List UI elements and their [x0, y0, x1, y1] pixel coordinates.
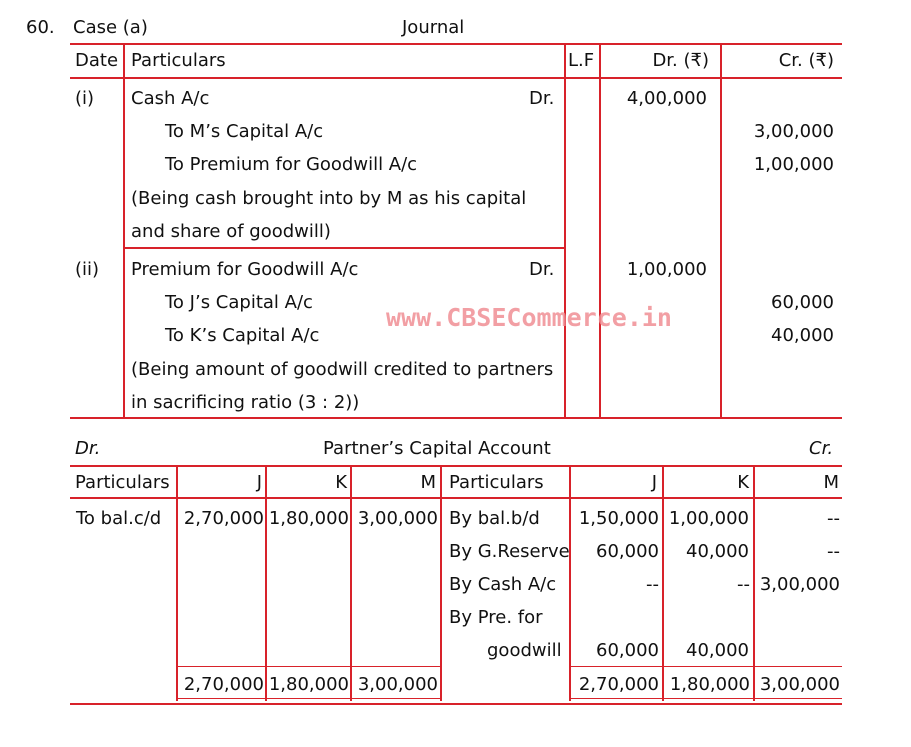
credit-amount: 3,00,000 [753, 121, 834, 142]
ledger-header-rule [70, 497, 842, 499]
credit-amount: 1,00,000 [753, 154, 834, 175]
ledger-m: 3,00,000 [357, 508, 438, 529]
credit-account: To Premium for Goodwill A/c [165, 154, 418, 175]
ledger-particulars: To bal.c/d [76, 508, 162, 529]
ledger-header-m: M [420, 472, 436, 493]
ledger-total-m: 3,00,000 [357, 674, 438, 695]
dr-marker: Dr. [529, 259, 555, 280]
credit-account: To J’s Capital A/c [165, 292, 313, 313]
ledger-m: -- [827, 541, 840, 562]
narration-line: (Being amount of goodwill credited to partners [131, 359, 554, 380]
narration-line: (Being cash brought into by M as his capital [131, 188, 527, 209]
credit-account: To K’s Capital A/c [165, 325, 320, 346]
ledger-j: 1,50,000 [578, 508, 659, 529]
journal-header-date: Date [75, 50, 119, 71]
credit-amount: 60,000 [771, 292, 834, 313]
ledger-total-j: 2,70,000 [183, 674, 264, 695]
journal-header-particulars: Particulars [131, 50, 226, 71]
narration-line: and share of goodwill) [131, 221, 331, 242]
journal-entry-separator [123, 247, 564, 249]
ledger-total-rule-left [176, 666, 441, 667]
ledger-k: 1,00,000 [668, 508, 749, 529]
ledger-particulars: goodwill [487, 640, 562, 661]
ledger-total-k: 1,80,000 [669, 674, 750, 695]
ledger-header-k: K [335, 472, 347, 493]
ledger-top-rule [70, 465, 842, 467]
ledger-header-j: J [256, 472, 262, 493]
journal-col-dr [720, 43, 722, 419]
ledger-dr-label: Dr. [75, 438, 101, 459]
ledger-header-m: M [823, 472, 839, 493]
ledger-total-rule-right [569, 666, 842, 667]
debit-amount: 4,00,000 [626, 88, 707, 109]
entry-date: (i) [75, 88, 95, 109]
ledger-bottom-rule [70, 703, 842, 705]
dr-marker: Dr. [529, 88, 555, 109]
ledger-j: 2,70,000 [183, 508, 264, 529]
ledger-particulars: By bal.b/d [449, 508, 540, 529]
credit-account: To M’s Capital A/c [165, 121, 324, 142]
ledger-j: 60,000 [596, 541, 659, 562]
ledger-header-particulars-dr: Particulars [75, 472, 170, 493]
ledger-total-j: 2,70,000 [578, 674, 659, 695]
ledger-total-underline-right [569, 698, 842, 699]
ledger-k: 40,000 [686, 541, 749, 562]
ledger-total-m: 3,00,000 [759, 674, 840, 695]
journal-top-rule [70, 43, 842, 45]
ledger-k: 40,000 [686, 640, 749, 661]
credit-amount: 40,000 [771, 325, 834, 346]
ledger-m: 3,00,000 [759, 574, 840, 595]
case-label: Case (a) [73, 17, 148, 38]
ledger-m: -- [827, 508, 840, 529]
debit-account: Cash A/c [131, 88, 210, 109]
ledger-j: -- [646, 574, 659, 595]
ledger-k: -- [737, 574, 750, 595]
journal-title: Journal [402, 17, 465, 38]
watermark: www.CBSECommerce.in [386, 303, 672, 332]
journal-header-dr: Dr. (₹) [652, 50, 709, 71]
narration-line: in sacrificing ratio (3 : 2)) [131, 392, 360, 413]
journal-col-date [123, 43, 125, 419]
ledger-particulars: By Cash A/c [449, 574, 557, 595]
ledger-title: Partner’s Capital Account [323, 438, 551, 459]
debit-amount: 1,00,000 [626, 259, 707, 280]
journal-bottom-rule [70, 417, 842, 419]
ledger-total-k: 1,80,000 [268, 674, 349, 695]
question-number: 60. [26, 17, 55, 38]
journal-header-cr: Cr. (₹) [778, 50, 834, 71]
ledger-header-j: J [651, 472, 657, 493]
ledger-header-particulars-cr: Particulars [449, 472, 544, 493]
journal-header-rule [70, 77, 842, 79]
ledger-header-k: K [737, 472, 749, 493]
entry-date: (ii) [75, 259, 100, 280]
ledger-total-underline-left [176, 698, 441, 699]
journal-col-particulars [564, 43, 566, 419]
ledger-k: 1,80,000 [268, 508, 349, 529]
debit-account: Premium for Goodwill A/c [131, 259, 359, 280]
ledger-j: 60,000 [596, 640, 659, 661]
ledger-particulars: By Pre. for [449, 607, 543, 628]
journal-header-lf: L.F [568, 50, 595, 71]
ledger-cr-label: Cr. [809, 438, 834, 459]
ledger-particulars: By G.Reserve [449, 541, 570, 562]
